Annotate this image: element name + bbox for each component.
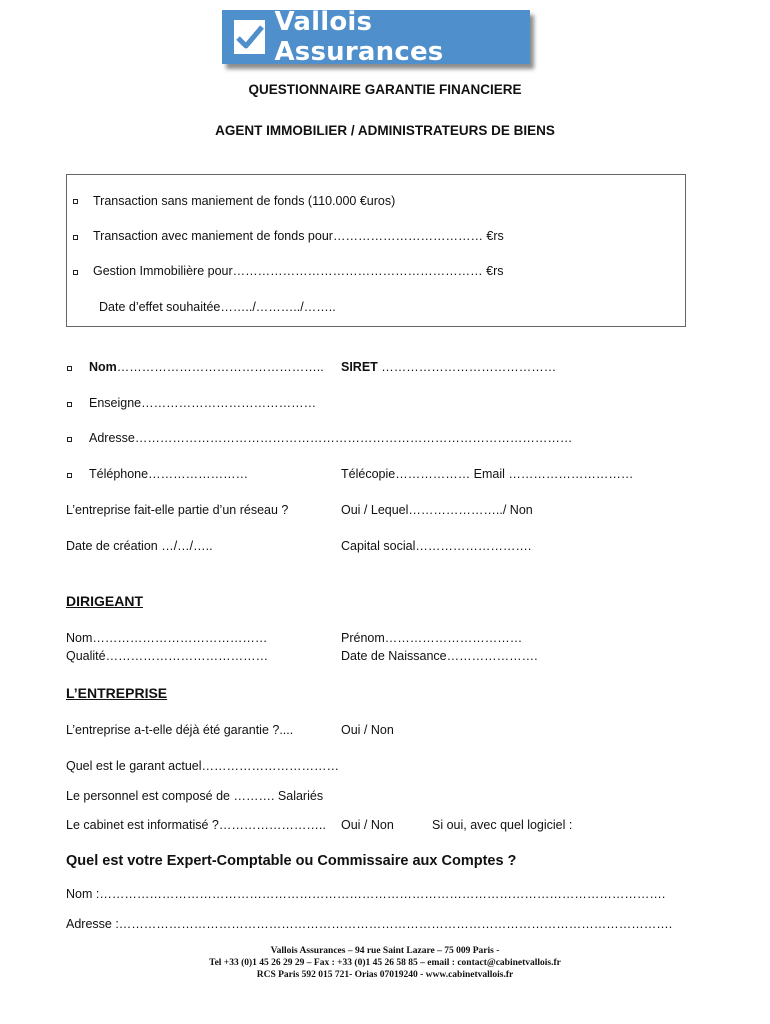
dirigeant-prenom-field[interactable]: Prénom…………………………… — [341, 631, 523, 645]
dirigeant-heading: DIRIGEANT — [66, 593, 143, 609]
bullet-adresse — [67, 437, 72, 442]
accountant-name-field[interactable]: Nom :………………………………………………………………………………………………………………………. — [66, 887, 666, 901]
checkbox-transaction-sans-fonds[interactable] — [73, 199, 78, 204]
checkmark-icon — [234, 20, 265, 54]
footer-contact: Tel +33 (0)1 45 26 29 29 – Fax : +33 (0)1 45 26 58 85 – email : contact@cabinetvallois.fr — [209, 958, 561, 968]
entreprise-heading: L’ENTREPRISE — [66, 685, 168, 701]
fax-email-field[interactable]: Télécopie……………… Email ………………………… — [341, 467, 634, 481]
address-field[interactable]: Adresse…………………………………………………………………………………………… — [89, 431, 573, 445]
page-title: QUESTIONNAIRE GARANTIE FINANCIERE — [248, 82, 522, 97]
creation-date-field[interactable]: Date de création …/…/….. — [66, 539, 213, 553]
staff-count-field[interactable]: Le personnel est composé de ………. Salariés — [66, 789, 324, 803]
network-answer[interactable]: Oui / Lequel…………………../ Non — [341, 503, 533, 517]
guarantee-question: L’entreprise a-t-elle déjà été garantie ?.... — [66, 723, 294, 737]
enseigne-field[interactable]: Enseigne…………………………………… — [89, 396, 317, 410]
software-question: Si oui, avec quel logiciel : — [432, 818, 573, 832]
checkbox-gestion-immobiliere[interactable] — [73, 270, 78, 275]
phone-field[interactable]: Téléphone…………………… — [89, 467, 249, 481]
brand-name: Vallois Assurances — [274, 7, 444, 67]
checkbox-transaction-avec-fonds[interactable] — [73, 235, 78, 240]
accountant-address-field[interactable]: Adresse :……………………………………………………………………………………………………………………. — [66, 917, 673, 931]
computerized-question: Le cabinet est informatisé ?…………………….. — [66, 818, 326, 832]
bullet-nom — [67, 366, 72, 371]
network-question: L’entreprise fait-elle partie d’un réseau ? — [66, 503, 289, 517]
footer-address: Vallois Assurances – 94 rue Saint Lazare – 75 009 Paris - — [270, 946, 500, 956]
dirigeant-birthdate-field[interactable]: Date de Naissance…………………. — [341, 649, 538, 663]
option-transaction-sans-fonds: Transaction sans maniement de fonds (110.000 €uros) — [93, 194, 396, 208]
effective-date-field[interactable]: Date d’effet souhaitée……../………../…….. — [99, 300, 336, 314]
brand-logo — [222, 7, 530, 67]
company-name-field[interactable]: Nom………………………………………….. — [89, 360, 324, 374]
bullet-enseigne — [67, 402, 72, 407]
accountant-heading: Quel est votre Expert-Comptable ou Commissaire aux Comptes ? — [66, 853, 517, 869]
bullet-telephone — [67, 473, 72, 478]
dirigeant-qualite-field[interactable]: Qualité………………………………… — [66, 649, 269, 663]
current-guarantor-field[interactable]: Quel est le garant actuel…………………………… — [66, 759, 339, 773]
footer-registration: RCS Paris 592 015 721- Orias 07019240 - www.cabinetvallois.fr — [256, 970, 514, 980]
dirigeant-nom-field[interactable]: Nom…………………………………… — [66, 631, 268, 645]
capital-field[interactable]: Capital social………………………. — [341, 539, 532, 553]
guarantee-answer[interactable]: Oui / Non — [341, 723, 394, 737]
option-gestion-immobiliere: Gestion Immobilière pour…………………………………………………… €rs — [93, 264, 504, 278]
siret-field[interactable]: SIRET …………………………………… — [341, 360, 557, 374]
option-transaction-avec-fonds: Transaction avec maniement de fonds pour……………………………… €rs — [93, 229, 504, 243]
page-subtitle: AGENT IMMOBILIER / ADMINISTRATEURS DE BIENS — [215, 123, 555, 138]
computerized-answer[interactable]: Oui / Non — [341, 818, 394, 832]
